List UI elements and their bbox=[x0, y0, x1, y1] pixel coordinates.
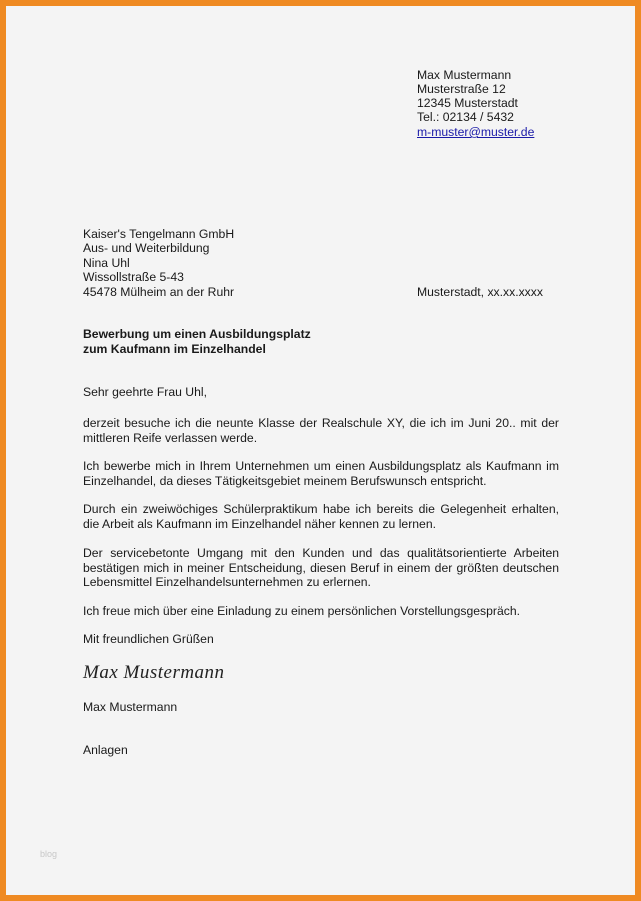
salutation: Sehr geehrte Frau Uhl, bbox=[83, 385, 207, 399]
recipient-city: 45478 Mülheim an der Ruhr bbox=[83, 285, 235, 299]
recipient-person: Nina Uhl bbox=[83, 256, 130, 270]
sender-city: 12345 Musterstadt bbox=[417, 96, 518, 110]
closing: Mit freundlichen Grüßen bbox=[83, 632, 214, 646]
letter-date: Musterstadt, xx.xx.xxxx bbox=[417, 285, 543, 299]
paragraph-3: Durch ein zweiwöchiges Schülerpraktikum habe ich bereits die Gelegenheit erhalten, die Arbeit als Kaufmann im Einzelhandel näher kennen zu lernen. bbox=[83, 502, 559, 531]
recipient-company: Kaiser's Tengelmann GmbH bbox=[83, 227, 235, 241]
sender-name: Max Mustermann bbox=[417, 68, 512, 82]
sender-street: Musterstraße 12 bbox=[417, 82, 506, 96]
signed-name: Max Mustermann bbox=[83, 700, 178, 714]
watermark: blog bbox=[40, 849, 58, 859]
sender-email-link[interactable]: m-muster@muster.de bbox=[417, 125, 535, 139]
subject-line-2: zum Kaufmann im Einzelhandel bbox=[83, 342, 266, 356]
paragraph-4: Der servicebetonte Umgang mit den Kunden und das qualitätsorientierte Arbeiten bestätigen mich in meiner Entscheidung, diesen Beruf in einem der größten deutschen Lebensmittel Einzelhandelsunternehmen zu erlernen. bbox=[83, 546, 559, 589]
paragraph-1: derzeit besuche ich die neunte Klasse der Realschule XY, die ich im Juni 20.. mit der mittleren Reife verlassen werde. bbox=[83, 416, 559, 445]
recipient-street: Wissollstraße 5-43 bbox=[83, 270, 184, 284]
recipient-department: Aus- und Weiterbildung bbox=[83, 241, 210, 255]
sender-phone: Tel.: 02134 / 5432 bbox=[417, 110, 514, 124]
handwritten-signature: Max Mustermann bbox=[83, 662, 225, 683]
paragraph-2: Ich bewerbe mich in Ihrem Unternehmen um einen Ausbildungsplatz als Kaufmann im Einzelhandel, da dieses Tätigkeitsgebiet meinem Berufswunsch entspricht. bbox=[83, 459, 559, 488]
subject-line-1: Bewerbung um einen Ausbildungsplatz bbox=[83, 327, 311, 341]
attachments-label: Anlagen bbox=[83, 743, 128, 757]
paragraph-5: Ich freue mich über eine Einladung zu einem persönlichen Vorstellungsgespräch. bbox=[83, 604, 520, 618]
